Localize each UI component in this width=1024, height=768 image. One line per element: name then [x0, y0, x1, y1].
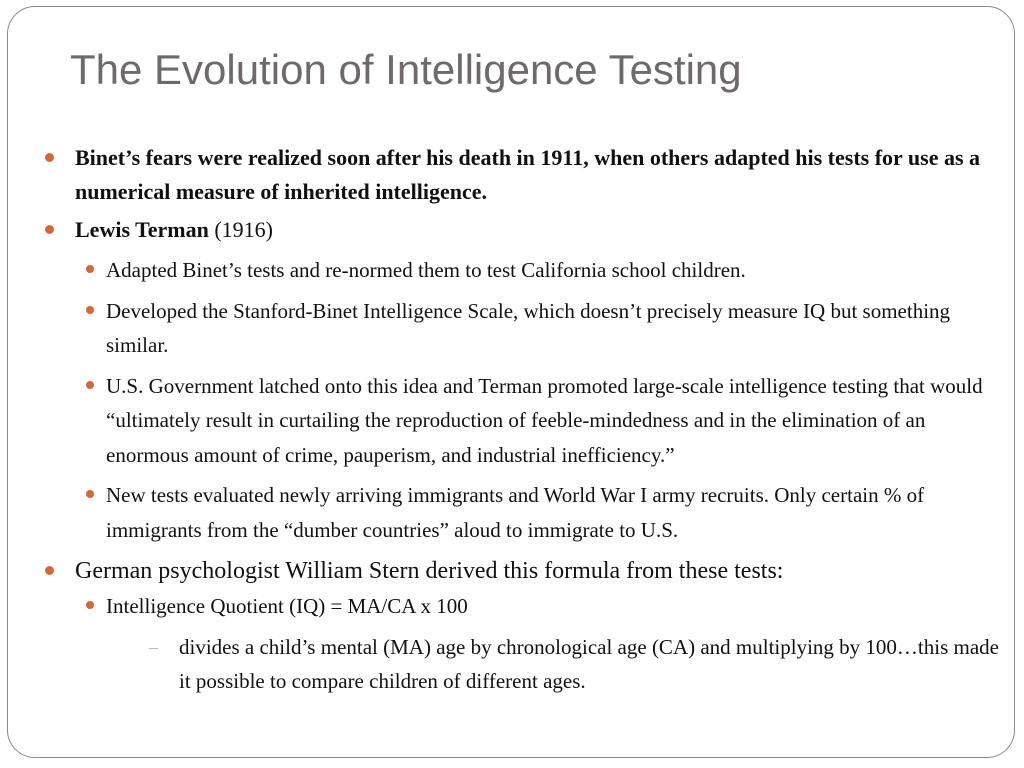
- bullet-text-bold: Lewis Terman: [75, 217, 209, 242]
- bullet-text: Binet’s fears were realized soon after his death in 1911, when others adapted his tests for use as a numerical measure of inherited intelligence.: [75, 145, 981, 204]
- bullet-lewis-terman: [8, 213, 1008, 247]
- bullet-text: divides a child’s mental (MA) age by chronological age (CA) and multiplying by 100…this made it possible to compare children of different ages.: [179, 634, 999, 693]
- bullet-text: Adapted Binet’s tests and re-normed them to test California school children.: [106, 258, 746, 282]
- slide: [7, 6, 1015, 758]
- sub-bullet-adapted: [8, 253, 1008, 288]
- sub-bullet-stanford-binet: [8, 294, 1008, 363]
- bullet-binet-fears: [8, 141, 1008, 209]
- bullet-william-stern: [8, 553, 1008, 589]
- bullet-text: German psychologist William Stern derived this formula from these tests:: [75, 558, 784, 584]
- sub-bullet-government: [8, 369, 1008, 473]
- dash-marker: –: [149, 636, 158, 657]
- sub-sub-bullet-divides: [8, 630, 1008, 699]
- slide-body: [8, 141, 1008, 699]
- bullet-dot-icon: [45, 225, 54, 234]
- sub-bullet-new-tests: [8, 478, 1008, 547]
- bullet-dot-icon: [86, 381, 94, 389]
- bullet-text: Developed the Stanford-Binet Intelligence Scale, which doesn’t precisely measure IQ but something similar.: [106, 298, 951, 357]
- bullet-dot-icon: [45, 566, 54, 575]
- bullet-text: New tests evaluated newly arriving immigrants and World War I army recruits. Only certain % of immigrants from the “dumber countries” aloud to immigrate to U.S.: [106, 483, 925, 542]
- bullet-dot-icon: [86, 601, 94, 609]
- bullet-dot-icon: [45, 153, 54, 162]
- sub-bullet-iq-formula: [8, 589, 1008, 624]
- bullet-dot-icon: [86, 265, 94, 273]
- slide-title: The Evolution of Intelligence Testing: [70, 46, 742, 93]
- bullet-text: U.S. Government latched onto this idea and Terman promoted large-scale intelligence testing that would “ultimately result in curtailing the reproduction of feeble-mindedness and in the elimination of an enormous amount of crime, pauperism, and industrial inefficiency.”: [106, 373, 983, 467]
- bullet-dot-icon: [86, 490, 94, 498]
- bullet-dot-icon: [86, 306, 94, 314]
- bullet-text: (1916): [208, 217, 274, 242]
- bullet-text: Intelligence Quotient (IQ) = MA/CA x 100: [106, 594, 468, 618]
